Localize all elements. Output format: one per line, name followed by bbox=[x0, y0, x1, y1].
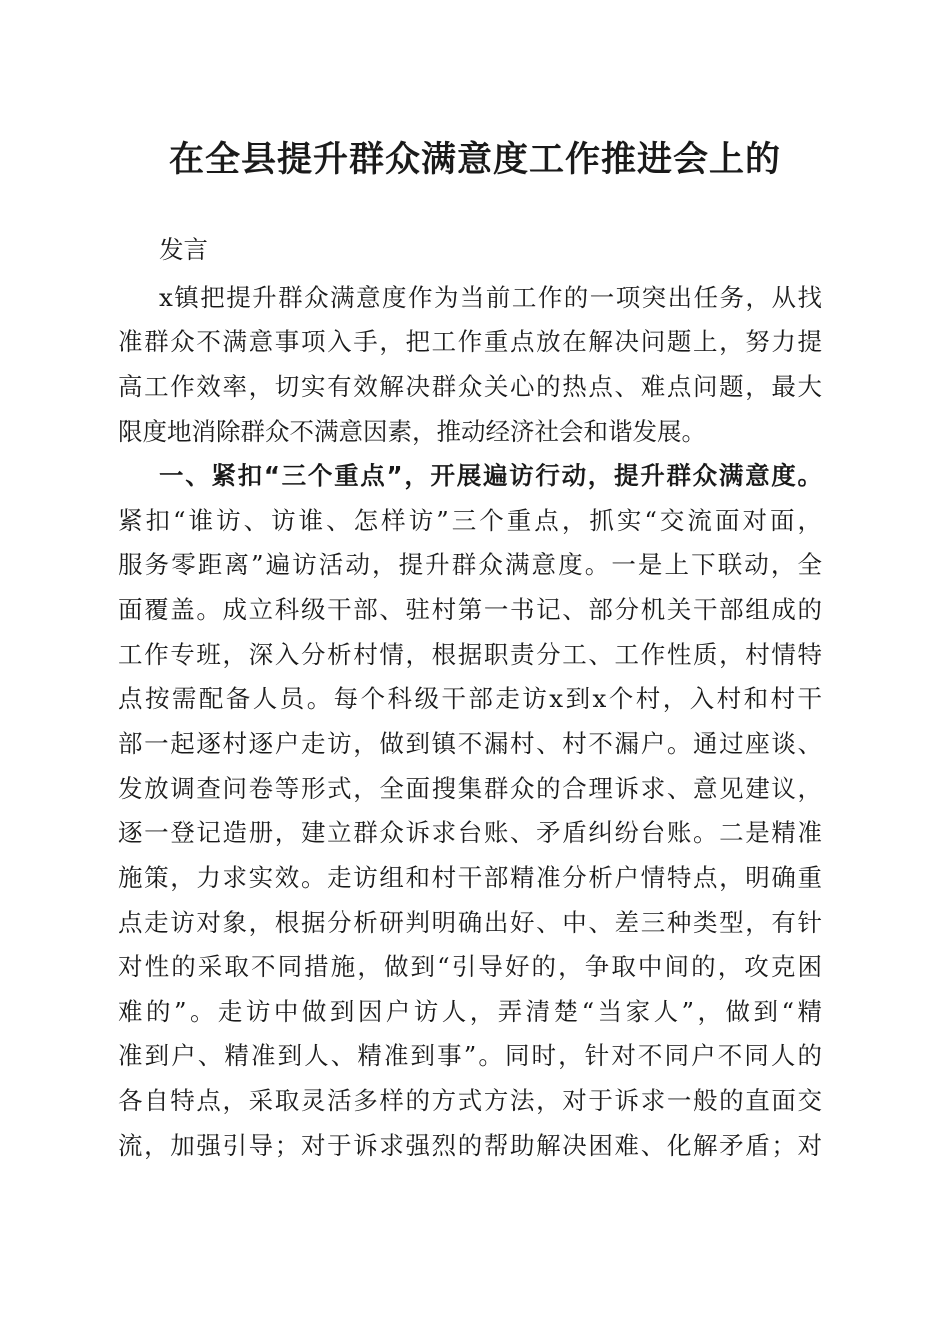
line-text: 限度地消除群众不满意因素，推动经济社会和谐发展。 bbox=[118, 417, 706, 446]
line-text: 对性的采取不同措施，做到“引导好的，争取中间的，攻克困 bbox=[118, 952, 822, 981]
document-title: 在全县提升群众满意度工作推进会上的 bbox=[168, 139, 781, 180]
line-text: 难的”。走访中做到因户访人，弄清楚“当家人”，做到“精 bbox=[118, 997, 822, 1026]
line-text: 工作专班，深入分析村情，根据职责分工、工作性质，村情特 bbox=[118, 640, 822, 669]
line-text: 点按需配备人员。每个科级干部走访x到x个村，入村和村干 bbox=[118, 684, 822, 713]
line-text: 面覆盖。成立科级干部、驻村第一书记、部分机关干部组成的 bbox=[118, 595, 822, 624]
line-text: 施策，力求实效。走访组和村干部精准分析户情特点，明确重 bbox=[118, 863, 822, 892]
line-text: 发放调查问卷等形式，全面搜集群众的合理诉求、意见建议， bbox=[118, 774, 822, 803]
line-text: 高工作效率，切实有效解决群众关心的热点、难点问题，最大 bbox=[118, 372, 822, 401]
line-text: 服务零距离”遍访活动，提升群众满意度。一是上下联动，全 bbox=[118, 550, 822, 579]
line-text: 部一起逐村逐户走访，做到镇不漏村、村不漏户。通过座谈、 bbox=[118, 729, 822, 758]
line-text: 流，加强引导；对于诉求强烈的帮助解决困难、化解矛盾；对 bbox=[118, 1131, 822, 1160]
line-text: 紧扣“谁访、访谁、怎样访”三个重点，抓实“交流面对面， bbox=[118, 506, 822, 535]
line-text: 点走访对象，根据分析研判明确出好、中、差三种类型，有针 bbox=[118, 908, 822, 937]
line-text: x镇把提升群众满意度作为当前工作的一项突出任务，从找 bbox=[159, 283, 822, 312]
line-text: 准群众不满意事项入手，把工作重点放在解决问题上，努力提 bbox=[118, 327, 822, 356]
section-heading-text: 一、紧扣“三个重点”，开展遍访行动，提升群众满意度。 bbox=[159, 461, 822, 490]
line-text: 发言 bbox=[159, 235, 208, 264]
line-text: 准到户、精准到人、精准到事”。同时，针对不同户不同人的 bbox=[118, 1041, 822, 1070]
line-text: 各自特点，采取灵活多样的方式方法，对于诉求一般的直面交 bbox=[118, 1086, 822, 1115]
line-text: 逐一登记造册，建立群众诉求台账、矛盾纠纷台账。二是精准 bbox=[118, 818, 822, 847]
